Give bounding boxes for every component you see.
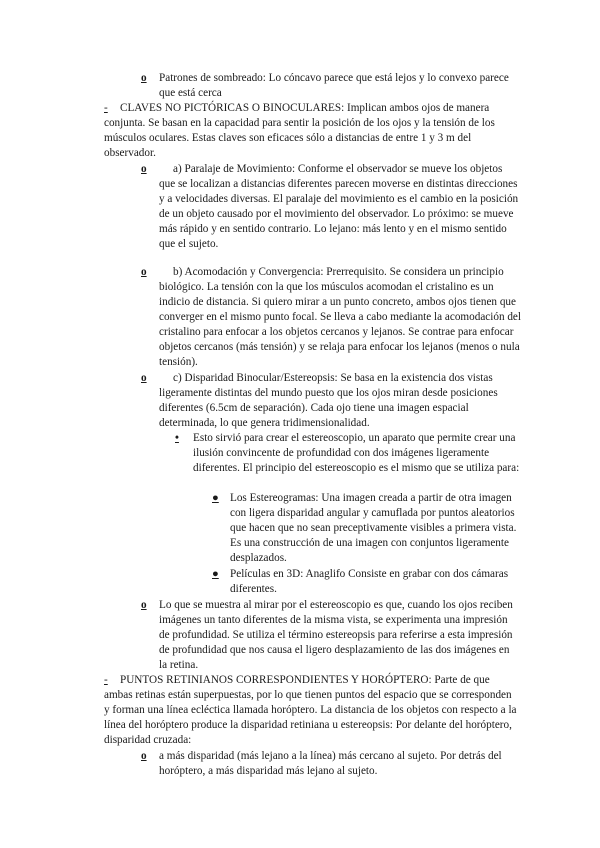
circle-bullet: o bbox=[141, 72, 147, 84]
item-text: a más disparidad (más lejano a la línea) más cercano al sujeto. Por detrás del horóptero, a más disparidad más lejano al sujeto. bbox=[159, 750, 502, 777]
item-text: PUNTOS RETINIANOS CORRESPONDIENTES Y HORÓPTERO: Parte de que ambas retinas están superpuestas, por lo que tienen puntos del espacio que se corresponden y forman una línea ecléctica llamada horóptero. La distancia de los objetos con respecto a la línea del horóptero produce la disparidad retiniana u estereopsis: Por delante del horóptero, disparidad cruzada: bbox=[104, 674, 517, 746]
circle-bullet: o bbox=[141, 372, 147, 384]
circle-bullet: o bbox=[141, 599, 147, 611]
list-item-paralaje bbox=[141, 162, 521, 252]
item-text: Los Estereogramas: Una imagen creada a partir de otra imagen con ligera disparidad angular y camuflada por puntos aleatorios que hacen que no sean preceptivamente visibles a primera vista. Es una construcción de una imagen con conjuntos ligeramente desplazados. bbox=[230, 492, 517, 564]
list-item-estereogramas bbox=[212, 491, 520, 566]
item-text: Esto sirvió para crear el estereoscopio, un aparato que permite crear una ilusión convincente de profundidad con dos imágenes ligeramente diferentes. El principio del estereoscopio es el mismo que se utiliza para: bbox=[193, 432, 520, 474]
dash-bullet: - bbox=[104, 674, 108, 686]
list-item-muestra bbox=[141, 598, 516, 673]
item-text: Películas en 3D: Anaglifo Consiste en grabar con dos cámaras diferentes. bbox=[230, 568, 509, 595]
circle-bullet: o bbox=[141, 750, 147, 762]
item-text: b) Acomodación y Convergencia: Prerrequisito. Se considera un principio biológico. La tensión con la que los músculos acomodan el cristalino es un indicio de distancia. Si quiero mirar a un punto concreto, ambos ojos tienen que converger en el mismo punto focal. Se lleva a cabo mediante la acomodación del cristalino para enfocar a los objetos cercanos y lejanos. Se contrae para enfocar objetos cercanos (más tensión) y se relaja para enfocar los lejanos (menos o nula tensión). bbox=[159, 266, 522, 368]
list-item-sombreado bbox=[141, 71, 526, 101]
list-item-peliculas bbox=[212, 567, 520, 597]
list-item-claves bbox=[104, 101, 516, 161]
circle-bullet: o bbox=[141, 266, 147, 278]
item-text: CLAVES NO PICTÓRICAS O BINOCULARES: Implican ambos ojos de manera conjunta. Se basan en la capacidad para sentir la posición de los ojos y la tensión de los músculos oculares. Estas claves son eficaces sólo a distancias de entre 1 y 3 m del observador. bbox=[104, 102, 495, 159]
item-text: Lo que se muestra al mirar por el estereoscopio es que, cuando los ojos reciben imágenes un tanto diferentes de la misma vista, se experimenta una impresión de profundidad. Se utiliza el término estereopsis para referirse a esta impresión de profundidad que nos causa el ligero desplazamiento de las dos imágenes en la retina. bbox=[159, 599, 513, 671]
disc-bullet: ● bbox=[212, 568, 219, 580]
list-item-estereoscopio bbox=[175, 431, 520, 476]
list-item-puntos bbox=[104, 673, 519, 748]
list-item-disparidad bbox=[141, 371, 521, 431]
item-text: Patrones de sombreado: Lo cóncavo parece que está lejos y lo convexo parece que está cerca bbox=[159, 72, 509, 99]
list-item-acomodacion bbox=[141, 265, 521, 370]
item-text: c) Disparidad Binocular/Estereopsis: Se basa en la existencia dos vistas ligeramente distintas del mundo puesto que los ojos miran desde posiciones diferentes (6.5cm de separación). Cada ojo tiene una imagen espacial determinada, lo que genera tridimensionalidad. bbox=[159, 372, 498, 429]
dot-bullet: • bbox=[175, 432, 179, 444]
item-text: a) Paralaje de Movimiento: Conforme el observador se mueve los objetos que se localizan a distancias diferentes parecen moverse en distintas direcciones y a velocidades diversas. El paralaje del movimiento es el cambio en la posición de un objeto causado por el movimiento del observador. Lo próximo: se mueve más rápido y en sentido contrario. Lo lejano: más lento y en el mismo sentido que el sujeto. bbox=[159, 163, 519, 250]
list-item-mas-disparidad bbox=[141, 749, 521, 779]
disc-bullet: ● bbox=[212, 492, 219, 504]
dash-bullet: - bbox=[104, 102, 108, 114]
circle-bullet: o bbox=[141, 163, 147, 175]
